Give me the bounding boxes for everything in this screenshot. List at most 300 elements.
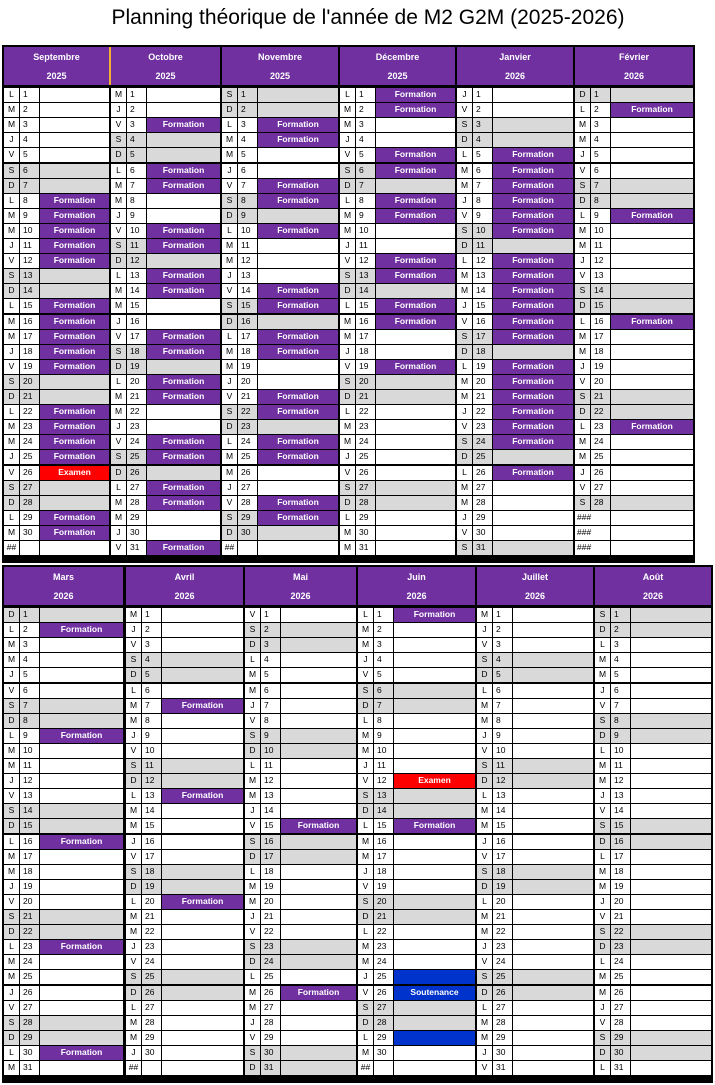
weekday-letter: M [4,1061,20,1075]
day-number: 11 [356,239,376,253]
day-number: 16 [142,835,162,849]
day-row [575,193,693,208]
day-row [126,939,243,954]
event-cell [611,88,693,102]
weekday-letter: M [457,481,473,495]
day-row [457,87,573,102]
weekday-letter: S [111,450,127,464]
day-row [4,540,109,555]
event-cell [611,450,693,464]
day-row [126,758,243,773]
day-number: 23 [127,420,147,434]
day-number: 28 [142,1016,162,1030]
weekday-letter: V [477,1061,493,1075]
weekday-letter: M [126,804,142,818]
weekday-letter: J [575,148,591,162]
day-number: 1 [374,608,394,622]
event-cell [493,450,573,464]
weekday-letter: L [457,466,473,480]
day-row [222,102,338,117]
day-number: 24 [493,955,513,969]
weekday-letter: S [340,375,356,389]
day-row [477,1015,593,1030]
event-cell [40,684,123,698]
day-number: 15 [356,299,376,313]
formation-event: Formation [258,194,338,208]
event-cell [40,541,109,555]
weekday-letter: J [575,360,591,374]
day-number: 15 [127,299,147,313]
formation-event: Formation [376,209,455,223]
day-number: 24 [261,955,281,969]
day-number: 8 [356,194,376,208]
event-cell [631,970,711,984]
event-cell [281,835,356,849]
weekday-letter: D [4,284,20,298]
day-row [222,147,338,162]
day-number: 15 [591,299,611,313]
weekday-letter: J [126,1046,142,1060]
weekday-letter: V [126,850,142,864]
event-cell [162,940,243,954]
weekday-letter: L [575,209,591,223]
day-number: 17 [473,330,493,344]
day-row [111,525,220,540]
day-number: 10 [473,224,493,238]
formation-event: Formation [147,496,220,510]
weekday-letter: V [457,420,473,434]
day-row [575,389,693,404]
event-cell [631,955,711,969]
day-number: 29 [493,1031,513,1045]
weekday-letter: S [245,729,261,743]
examen-event: Examen [394,774,475,788]
day-row [4,87,109,102]
weekday-letter: M [477,1031,493,1045]
weekday-letter: J [575,466,591,480]
day-number: 6 [374,684,394,698]
day-row [111,510,220,525]
event-cell [258,148,338,162]
day-number: 1 [261,608,281,622]
weekday-letter: J [358,759,374,773]
day-number: 7 [20,699,40,713]
weekday-letter: S [457,118,473,132]
day-row [595,909,711,924]
weekday-letter: M [4,653,20,667]
weekday-letter: L [222,224,238,238]
day-number: 8 [374,714,394,728]
day-row [595,622,711,637]
formation-event: Formation [40,835,123,849]
day-number: 2 [611,623,631,637]
calendar-block-mar-aug [2,565,713,1083]
day-row [4,1030,123,1045]
event-cell [513,910,593,924]
day-row [222,132,338,147]
day-row [340,374,455,389]
weekday-letter: D [340,179,356,193]
day-number: 30 [142,1046,162,1060]
day-row [4,939,123,954]
weekday-letter: V [340,148,356,162]
day-number: 16 [261,835,281,849]
weekday-letter: M [477,804,493,818]
event-cell [40,986,123,1000]
event-cell [611,481,693,495]
event-cell [513,880,593,894]
weekday-letter: V [358,774,374,788]
formation-event: Formation [40,511,109,525]
weekday-letter: M [477,925,493,939]
weekday-letter: M [340,209,356,223]
day-row [4,1015,123,1030]
weekday-letter: M [245,789,261,803]
day-row [126,864,243,879]
day-number: 12 [374,774,394,788]
formation-event: Formation [147,541,220,555]
day-number: 3 [493,638,513,652]
weekday-letter: L [358,925,374,939]
event-cell [162,880,243,894]
day-row [4,510,109,525]
day-number: 9 [591,209,611,223]
day-row [4,344,109,359]
event-cell [40,759,123,773]
event-cell [513,955,593,969]
day-row [245,909,356,924]
weekday-letter: S [595,608,611,622]
weekday-letter: M [4,209,20,223]
month-year: 2026 [358,587,475,605]
day-row [575,374,693,389]
day-row [457,480,573,495]
weekday-letter: S [245,835,261,849]
event-cell [281,1061,356,1075]
day-number: 27 [591,481,611,495]
day-number: 22 [591,405,611,419]
day-number: 27 [20,1001,40,1015]
day-number: 21 [473,390,493,404]
day-number: 1 [238,88,258,102]
event-cell [162,1031,243,1045]
weekday-letter: M [222,466,238,480]
event-cell [281,850,356,864]
day-number: 5 [142,668,162,682]
weekday-letter: D [340,390,356,404]
day-number: 24 [356,435,376,449]
event-cell [493,496,573,510]
weekday-letter: D [457,133,473,147]
day-number: 9 [142,729,162,743]
event-cell [258,209,338,223]
day-row [595,1060,711,1075]
day-row [595,1015,711,1030]
day-number: 26 [238,466,258,480]
day-row [245,758,356,773]
day-number: 25 [374,970,394,984]
day-row [575,465,693,480]
event-cell [258,164,338,178]
day-row [477,607,593,622]
event-cell [147,420,220,434]
day-row [340,540,455,555]
weekday-letter: M [358,955,374,969]
month-year: 2026 [4,587,123,605]
event-cell [40,865,123,879]
day-row [575,178,693,193]
weekday-letter: D [245,744,261,758]
day-number: 9 [473,209,493,223]
weekday-letter: L [595,955,611,969]
formation-event: Formation [493,209,573,223]
day-number: 23 [20,420,40,434]
day-row [4,758,123,773]
day-number: 20 [591,375,611,389]
day-number: 11 [591,239,611,253]
formation-event: Formation [281,986,356,1000]
event-cell [631,699,711,713]
day-number: 12 [142,774,162,788]
day-row [575,163,693,178]
day-row [457,268,573,283]
month-year: 2026 [477,587,593,605]
weekday-letter: J [111,526,127,540]
weekday-letter: S [595,1031,611,1045]
weekday-letter: S [340,164,356,178]
event-cell [376,345,455,359]
day-row [245,924,356,939]
day-row [575,283,693,298]
day-row [4,283,109,298]
day-row [595,652,711,667]
weekday-letter: M [358,1046,374,1060]
day-number: 28 [374,1016,394,1030]
day-number: 7 [238,179,258,193]
day-row [595,743,711,758]
day-number: 27 [238,481,258,495]
weekday-letter: M [340,315,356,329]
day-row [358,1045,475,1060]
day-number: 25 [238,450,258,464]
day-number: 2 [356,103,376,117]
day-row [4,924,123,939]
event-cell [40,955,123,969]
day-number: 31 [127,541,147,555]
day-row [358,909,475,924]
month-name: Juin [358,567,475,587]
day-row [222,223,338,238]
day-row [595,1045,711,1060]
weekday-letter: ## [4,541,20,555]
event-cell [611,133,693,147]
event-cell [147,526,220,540]
weekday-letter: J [477,729,493,743]
day-number: 4 [20,653,40,667]
formation-event: Formation [611,209,693,223]
day-number: 25 [261,970,281,984]
day-number: 11 [20,239,40,253]
weekday-letter: S [126,653,142,667]
day-row [358,849,475,864]
day-number: 3 [261,638,281,652]
weekday-letter: M [595,653,611,667]
formation-event: Formation [147,239,220,253]
day-number: 26 [127,466,147,480]
day-number: 8 [591,194,611,208]
weekday-letter: D [595,1046,611,1060]
day-row [575,495,693,510]
day-number: 3 [20,118,40,132]
weekday-letter: V [245,1031,261,1045]
day-row [111,449,220,464]
formation-event: Formation [493,148,573,162]
day-row [126,743,243,758]
weekday-letter: D [4,390,20,404]
event-cell [513,714,593,728]
event-cell [40,804,123,818]
event-cell [162,819,243,833]
day-number: 24 [591,435,611,449]
day-number: 12 [20,774,40,788]
weekday-letter: L [4,511,20,525]
event-cell [258,466,338,480]
day-row [477,909,593,924]
day-number: 2 [493,623,513,637]
weekday-letter: S [477,970,493,984]
day-number: 5 [20,668,40,682]
formation-event: Formation [40,345,109,359]
day-row [340,102,455,117]
weekday-letter: D [358,804,374,818]
event-cell [611,526,693,540]
day-row [4,667,123,682]
weekday-letter: M [245,668,261,682]
day-row [126,969,243,984]
weekday-letter: J [595,789,611,803]
day-row [340,163,455,178]
day-number: 1 [591,88,611,102]
day-number: 10 [238,224,258,238]
weekday-letter: M [4,865,20,879]
weekday-letter: L [358,819,374,833]
day-row [111,419,220,434]
weekday-letter: J [457,194,473,208]
weekday-letter: ## [126,1061,142,1075]
weekday-letter: V [457,315,473,329]
day-number: 13 [591,269,611,283]
day-row [575,344,693,359]
formation-event: Formation [40,729,123,743]
weekday-letter: D [340,496,356,510]
weekday-letter: J [111,420,127,434]
weekday-letter: D [358,910,374,924]
day-row [477,728,593,743]
day-number [142,1061,162,1075]
weekday-letter: S [477,865,493,879]
day-number: 30 [238,526,258,540]
weekday-letter: J [4,133,20,147]
day-number: 15 [142,819,162,833]
day-number: 23 [611,940,631,954]
day-number: 19 [473,360,493,374]
day-row [4,894,123,909]
weekday-letter: S [222,194,238,208]
weekday-letter: S [340,269,356,283]
day-row [245,1000,356,1015]
weekday-letter: S [4,481,20,495]
day-row [358,818,475,833]
day-number: 25 [591,450,611,464]
day-number: 11 [238,239,258,253]
weekday-letter: V [358,668,374,682]
weekday-letter: D [457,239,473,253]
day-number: 17 [611,850,631,864]
event-cell [40,164,109,178]
day-row [222,465,338,480]
day-row [457,223,573,238]
day-number: 14 [356,284,376,298]
weekday-letter: S [575,496,591,510]
day-row [4,208,109,223]
day-row [126,909,243,924]
weekday-letter: D [575,405,591,419]
weekday-letter: V [4,360,20,374]
weekday-letter: M [358,940,374,954]
weekday-letter: M [595,668,611,682]
day-number: 12 [611,774,631,788]
day-row [111,495,220,510]
event-cell [611,435,693,449]
day-row [222,178,338,193]
event-cell [40,496,109,510]
day-row [477,864,593,879]
weekday-letter: M [477,1016,493,1030]
day-number: 7 [611,699,631,713]
day-number: 2 [238,103,258,117]
day-row [4,1045,123,1060]
day-number: 23 [20,940,40,954]
weekday-letter: M [111,88,127,102]
day-row [595,607,711,622]
weekday-letter: D [245,1061,261,1075]
weekday-letter: D [222,315,238,329]
day-number: 27 [611,1001,631,1015]
event-cell [513,1016,593,1030]
day-number: 9 [374,729,394,743]
day-row [4,879,123,894]
day-row [4,818,123,833]
event-cell [631,1046,711,1060]
month-name: Novembre [222,47,338,67]
weekday-letter: M [358,729,374,743]
weekday-letter: S [4,164,20,178]
event-cell [394,955,475,969]
day-row [457,540,573,555]
month-column-janvier [457,45,573,563]
day-row [477,713,593,728]
weekday-letter: J [222,269,238,283]
day-number: 29 [142,1031,162,1045]
day-row [245,1015,356,1030]
day-row [358,803,475,818]
day-row [111,132,220,147]
month-column-septembre [4,45,109,563]
weekday-letter: V [111,435,127,449]
day-row [340,268,455,283]
day-number: 27 [374,1001,394,1015]
day-row [358,924,475,939]
